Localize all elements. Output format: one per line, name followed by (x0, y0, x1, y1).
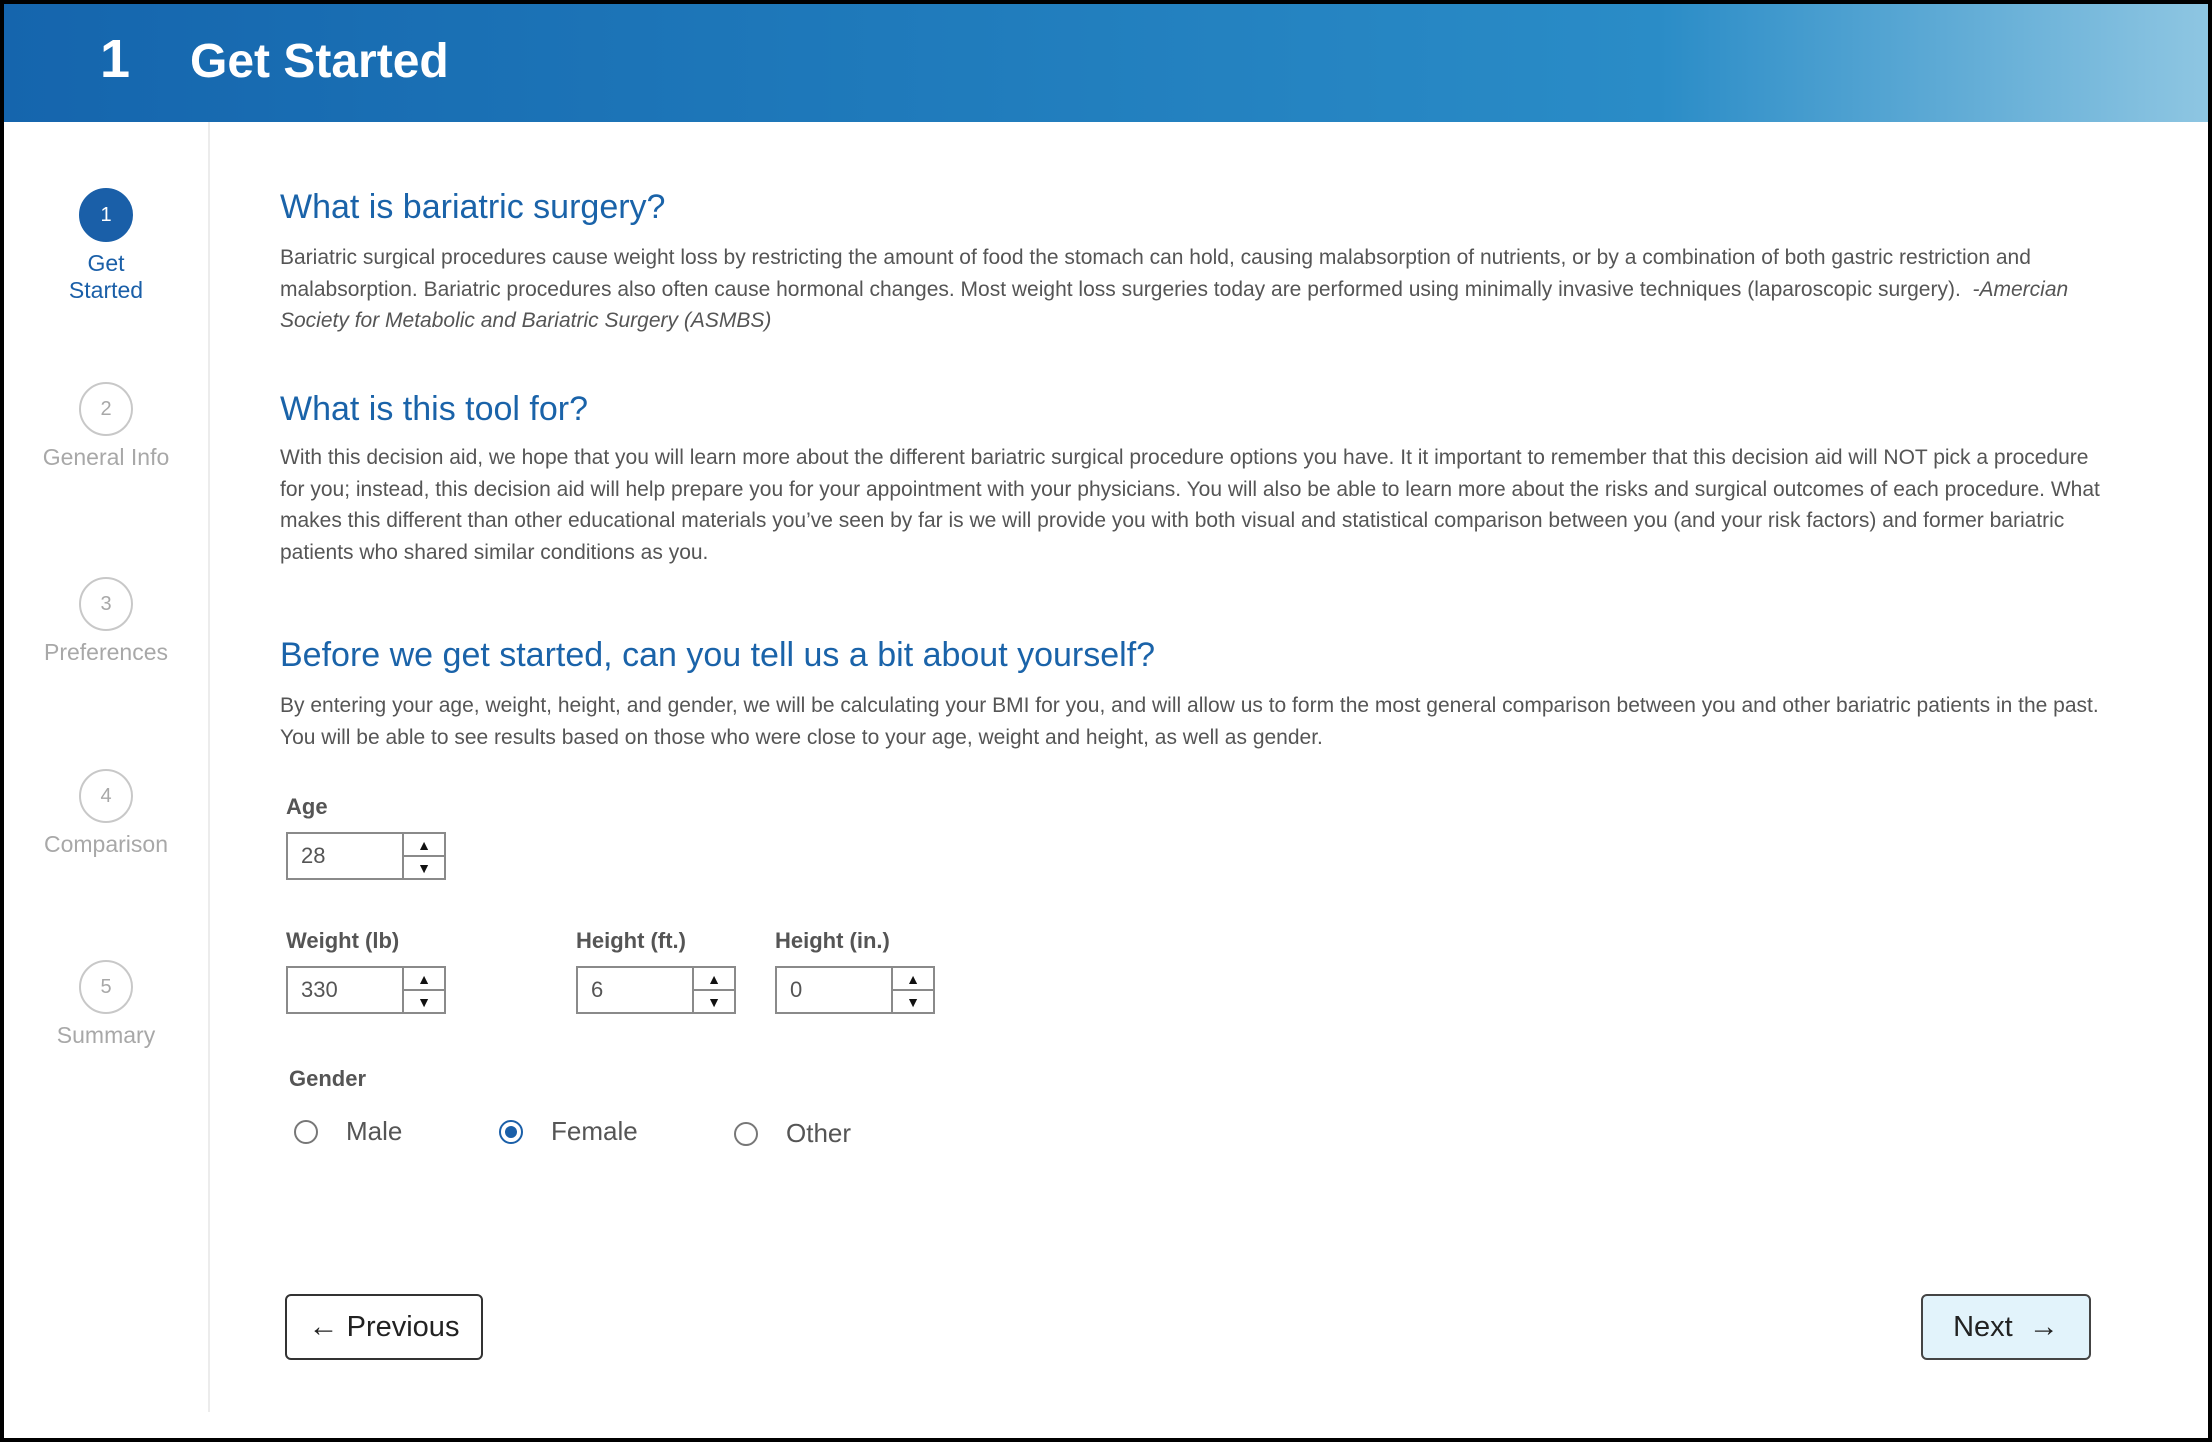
section-heading-tool: What is this tool for? (280, 390, 589, 428)
step-number-circle: 4 (79, 769, 133, 823)
section-body-bariatric (280, 242, 2100, 337)
previous-button[interactable] (285, 1294, 483, 1360)
sidebar-step-summary[interactable] (4, 960, 208, 1049)
step-label: Preferences (43, 639, 168, 665)
next-button[interactable] (1921, 1294, 2091, 1360)
section-heading-bariatric: What is bariatric surgery? (280, 188, 666, 226)
height-ft-label: Height (ft.) (576, 928, 686, 953)
step-label: Comparison (44, 831, 168, 857)
gender-option-male[interactable] (294, 1116, 402, 1147)
radio-button-selected[interactable] (499, 1120, 523, 1144)
decrement-icon[interactable]: ▼ (906, 993, 920, 1010)
app-frame (4, 4, 2208, 1438)
height-in-label: Height (in.) (775, 928, 890, 953)
page-header (4, 4, 2208, 122)
weight-stepper[interactable] (286, 966, 446, 1014)
age-value[interactable]: 28 (301, 843, 326, 868)
step-label-line2: Started (68, 277, 144, 303)
radio-label: Female (551, 1116, 638, 1146)
increment-icon[interactable]: ▲ (404, 834, 444, 857)
radio-button[interactable] (294, 1120, 318, 1144)
age-stepper[interactable] (286, 832, 446, 880)
step-label (4, 250, 208, 304)
decrement-icon[interactable]: ▼ (417, 993, 431, 1010)
step-label: Summary (56, 1022, 156, 1048)
step-label-line1: Get (87, 250, 125, 276)
section-heading-about-you: Before we get started, can you tell us a bit about yourself? (280, 636, 1156, 674)
previous-label: Previous (346, 1310, 460, 1343)
increment-icon[interactable]: ▲ (694, 968, 734, 991)
radio-label: Other (786, 1118, 852, 1148)
gender-option-female[interactable] (499, 1116, 638, 1147)
citation: -Amercian Society for Metabolic and Bariatric Surgery (ASMBS) (280, 277, 2069, 332)
height-in-value[interactable]: 0 (790, 977, 803, 1002)
sidebar-step-comparison[interactable] (4, 769, 208, 858)
section-body-about-you: By entering your age, weight, height, and gender, we will be calculating your BMI for you, and will allow us to form the most general comparison between you and other bariatric patients in the past. You will be able to see results based on those who were close to your age, weight and height, as well as gender. (280, 694, 2099, 749)
sidebar-step-general-info[interactable] (4, 382, 208, 471)
arrow-right-icon: → (2028, 1310, 2059, 1343)
page-title: Get Started (190, 35, 449, 88)
weight-value[interactable]: 330 (301, 977, 338, 1002)
step-number-circle: 3 (79, 577, 133, 631)
next-label: Next (1953, 1310, 2013, 1343)
height-ft-value[interactable]: 6 (591, 977, 604, 1002)
step-number-circle: 5 (79, 960, 133, 1014)
step-number-circle: 1 (79, 188, 133, 242)
header-step-number: 1 (100, 29, 131, 89)
decrement-icon[interactable]: ▼ (417, 859, 431, 876)
height-in-stepper[interactable] (775, 966, 935, 1014)
increment-icon[interactable]: ▲ (893, 968, 933, 991)
gender-label: Gender (289, 1066, 367, 1091)
weight-label: Weight (lb) (286, 928, 400, 953)
bariatric-text: Bariatric surgical procedures cause weight loss by restricting the amount of food the stomach can hold, causing malabsorption of nutrients, or by a combination of both gastric restriction and malabsorption. Bariatric procedures also often cause hormonal changes. Most weight loss surgeries today are performed using minimally invasive techniques (laparoscopic surgery). (280, 246, 2031, 301)
radio-label: Male (346, 1116, 403, 1146)
radio-button[interactable] (734, 1122, 758, 1146)
step-label: General Info (42, 444, 170, 470)
sidebar-step-get-started[interactable] (4, 188, 208, 304)
step-number-circle: 2 (79, 382, 133, 436)
arrow-left-icon: ← (308, 1310, 339, 1343)
gender-option-other[interactable] (734, 1118, 851, 1149)
sidebar-step-preferences[interactable] (4, 577, 208, 666)
age-label: Age (286, 794, 328, 819)
step-sidebar (4, 122, 210, 1412)
section-body-tool: With this decision aid, we hope that you will learn more about the different bariatric surgical procedure options you have. It it important to remember that this decision aid will NOT pick a procedure for you; instead, this decision aid will help prepare you for your appointment with your physicians. You will also be able to learn more about the risks and surgical outcomes of each procedure. What makes this different than other educational materials you’ve seen by far is we will provide you with both visual and statistical comparison between you (and your risk factors) and former bariatric patients who shared similar conditions as you. (280, 446, 2100, 564)
decrement-icon[interactable]: ▼ (707, 993, 721, 1010)
height-ft-stepper[interactable] (576, 966, 736, 1014)
increment-icon[interactable]: ▲ (404, 968, 444, 991)
